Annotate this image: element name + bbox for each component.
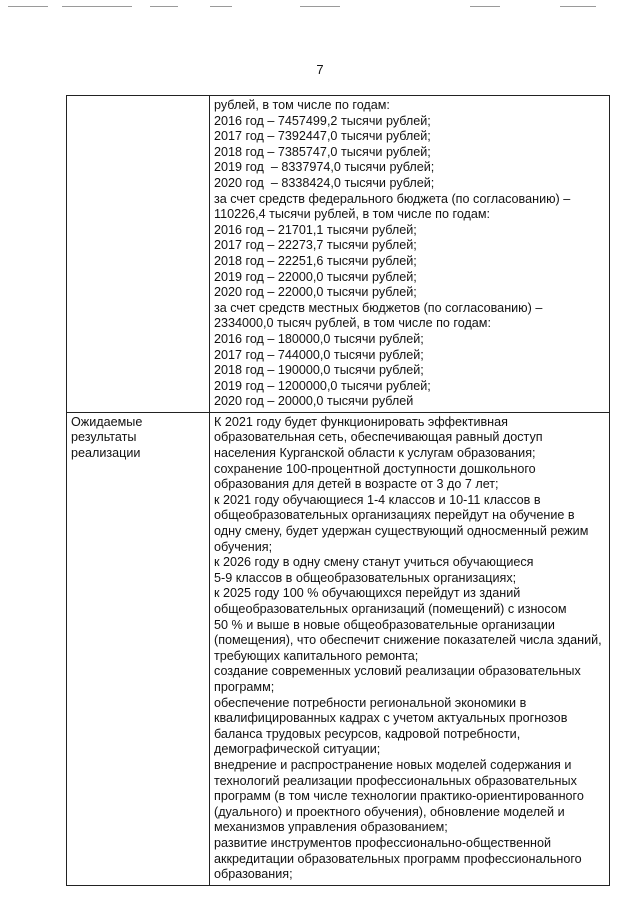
text-line: 2334000,0 тысяч рублей, в том числе по годам:	[214, 316, 491, 331]
text-line: внедрение и распространение новых моделей содержания и	[214, 757, 572, 772]
scan-mark	[210, 6, 232, 7]
text-line: 2016 год – 180000,0 тысячи рублей;	[214, 331, 424, 346]
text-line: требующих капитального ремонта;	[214, 648, 419, 663]
row-label-line: реализации	[71, 446, 141, 461]
scan-mark	[470, 6, 500, 7]
text-line: образования для детей в возрасте от 3 до 7 лет;	[214, 477, 499, 492]
text-line: 2016 год – 7457499,2 тысячи рублей;	[214, 113, 431, 128]
text-line: за счет средств федерального бюджета (по согласованию) –	[214, 191, 571, 206]
text-line: 2016 год – 21701,1 тысячи рублей;	[214, 222, 417, 237]
text-line: создание современных условий реализации образовательных	[214, 664, 581, 679]
text-line: квалифицированных кадрах с учетом актуальных прогнозов	[214, 711, 568, 726]
text-line: образовательная сеть, обеспечивающая равный доступ	[214, 430, 543, 445]
scan-mark	[62, 6, 132, 7]
text-line: 50 % и выше в новые общеобразовательные организации	[214, 617, 555, 632]
text-line: 2020 год – 8338424,0 тысячи рублей;	[214, 175, 435, 190]
scan-mark	[300, 6, 340, 7]
text-line: 2018 год – 190000,0 тысячи рублей;	[214, 363, 424, 378]
text-line: за счет средств местных бюджетов (по согласованию) –	[214, 300, 543, 315]
table-row-financing	[67, 96, 610, 413]
text-line: 2020 год – 20000,0 тысячи рублей	[214, 394, 414, 409]
financing-label-cell	[67, 96, 210, 413]
text-line: обеспечение потребности региональной экономики в	[214, 695, 527, 710]
text-line: К 2021 году будет функционировать эффективная	[214, 414, 508, 429]
text-line: населения Курганской области к услугам образования;	[214, 446, 536, 461]
text-line: программ (в том числе технологии практико-ориентированного	[214, 789, 584, 804]
text-line: одну смену, будет удержан существующий односменный режим	[214, 524, 589, 539]
financing-content-cell	[210, 96, 610, 413]
text-line: общеобразовательных организаций (помещений) с износом	[214, 602, 567, 616]
text-line: аккредитации образовательных программ профессионального	[214, 851, 582, 866]
scan-mark	[560, 6, 596, 7]
text-line: к 2026 году в одну смену станут учиться обучающиеся	[214, 555, 534, 570]
text-line: 110226,4 тысячи рублей, в том числе по годам:	[214, 207, 491, 222]
text-line: 2019 год – 22000,0 тысячи рублей;	[214, 269, 417, 284]
text-line: рублей, в том числе по годам:	[214, 98, 390, 112]
row-label-line: Ожидаемые	[71, 414, 143, 429]
text-line: 2017 год – 744000,0 тысячи рублей;	[214, 347, 424, 362]
text-line: 5-9 классов в общеобразовательных организациях;	[214, 570, 517, 585]
program-passport-table	[66, 95, 610, 886]
page-number: 7	[316, 62, 324, 77]
text-line: баланса трудовых ресурсов, кадровой потребности,	[214, 726, 521, 741]
text-line: 2019 год – 8337974,0 тысячи рублей;	[214, 160, 435, 175]
text-line: 2020 год – 22000,0 тысячи рублей;	[214, 285, 417, 300]
text-line: (дуального) и проектного обучения), обновление моделей и	[214, 804, 565, 819]
text-line: сохранение 100-процентной доступности дошкольного	[214, 461, 536, 476]
text-line: к 2025 году 100 % обучающихся перейдут из зданий	[214, 586, 521, 601]
text-line: развитие инструментов профессионально-общественной	[214, 835, 552, 850]
scan-mark	[150, 6, 178, 7]
text-line: 2017 год – 22273,7 тысячи рублей;	[214, 238, 417, 253]
text-line: образования;	[214, 867, 293, 882]
scan-mark	[8, 6, 48, 7]
results-content-cell	[210, 412, 610, 885]
text-line: к 2021 году обучающиеся 1-4 классов и 10-11 классов в	[214, 492, 541, 507]
row-label-line: результаты	[71, 430, 137, 445]
text-line: общеобразовательных организациях перейдут на обучение в	[214, 508, 575, 523]
text-line: 2018 год – 22251,6 тысячи рублей;	[214, 253, 417, 268]
text-line: 2017 год – 7392447,0 тысячи рублей;	[214, 129, 431, 144]
table-row-expected-results	[67, 412, 610, 885]
scan-edge-artifact	[0, 6, 640, 12]
results-label-cell	[67, 412, 210, 885]
text-line: демографической ситуации;	[214, 742, 381, 757]
text-line: 2019 год – 1200000,0 тысячи рублей;	[214, 378, 431, 393]
text-line: программ;	[214, 679, 275, 694]
text-line: (помещения), что обеспечит снижение показателей числа зданий,	[214, 633, 602, 648]
text-line: обучения;	[214, 539, 273, 554]
text-line: технологий реализации профессиональных образовательных	[214, 773, 577, 788]
text-line: 2018 год – 7385747,0 тысячи рублей;	[214, 144, 431, 159]
text-line: механизмов управления образованием;	[214, 820, 448, 835]
